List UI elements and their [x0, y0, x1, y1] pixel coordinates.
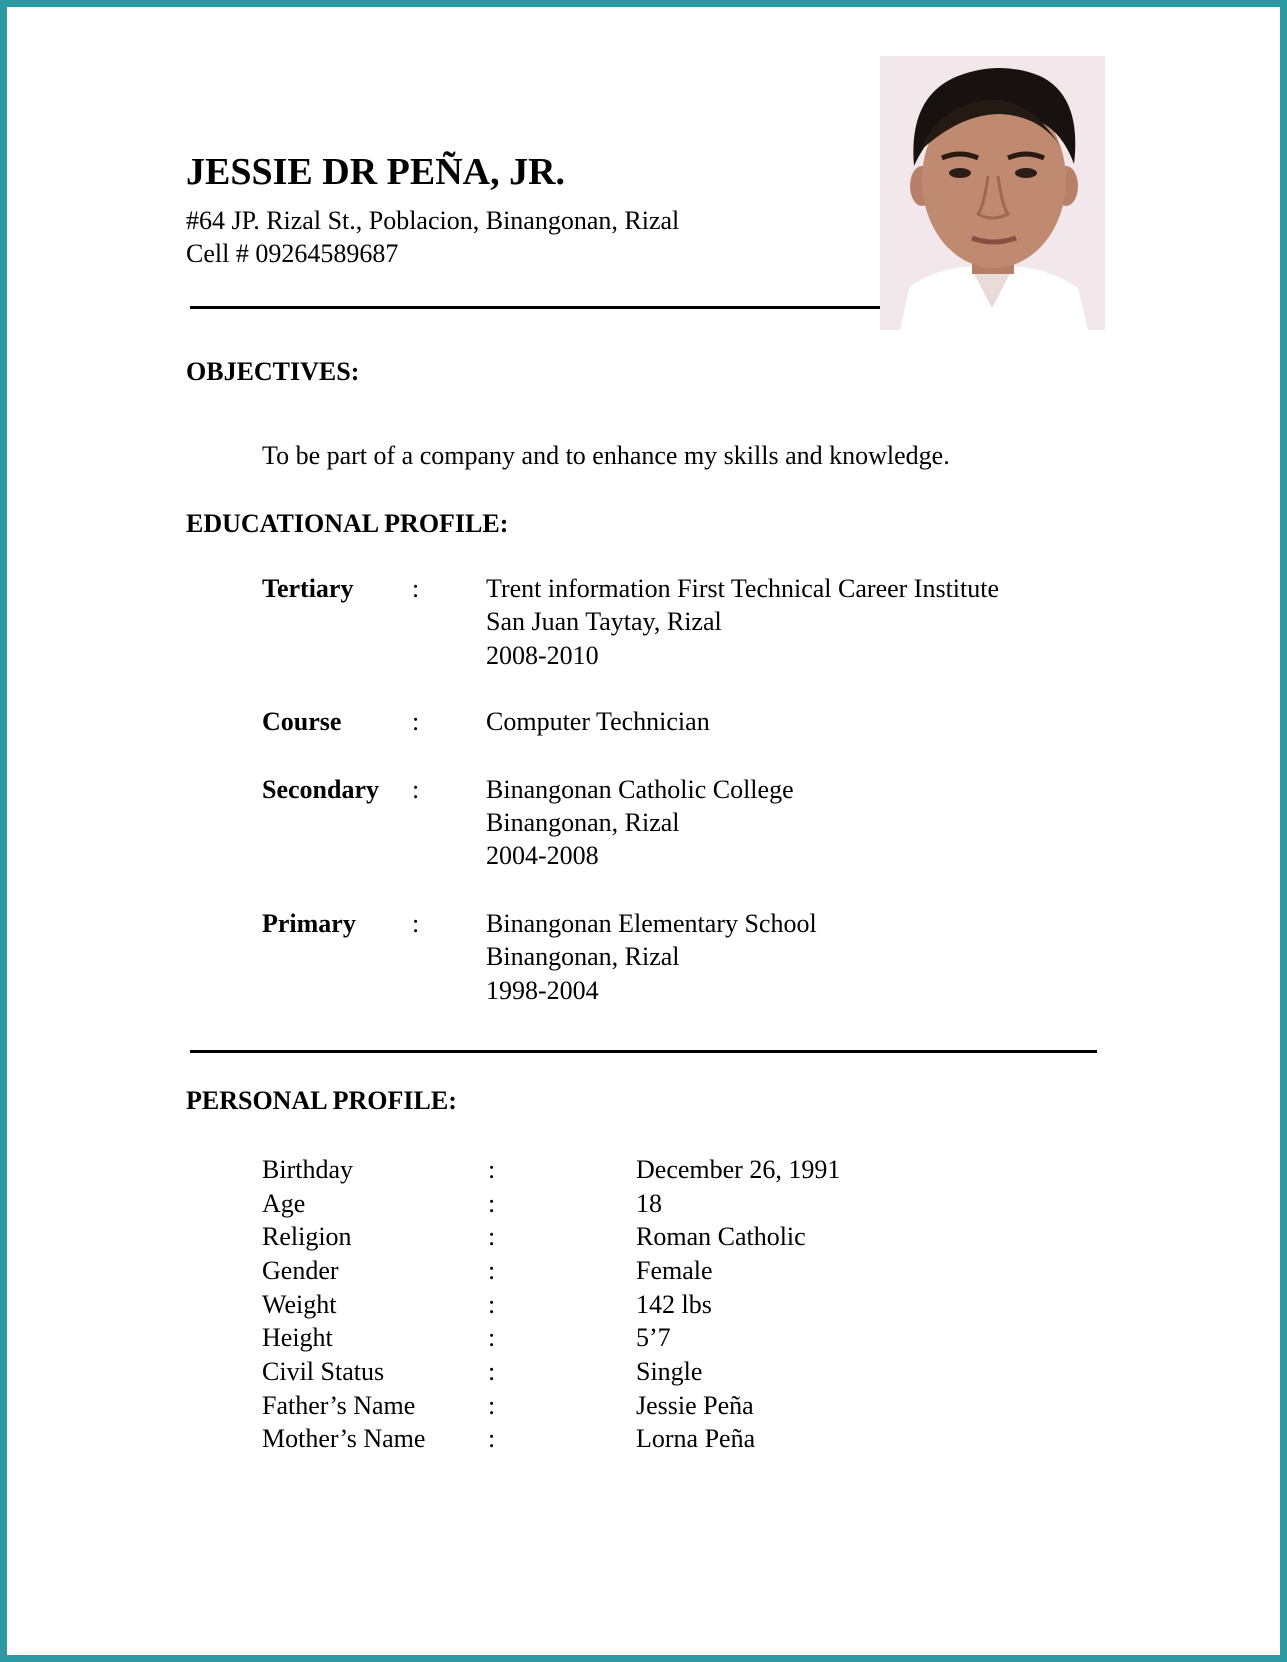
education-label: Secondary [262, 775, 379, 804]
person-portrait-photo-icon [880, 56, 1105, 330]
personal-colon: : [488, 1357, 496, 1386]
header-divider [190, 306, 883, 309]
personal-colon: : [488, 1290, 496, 1319]
personal-value: 5’7 [636, 1323, 671, 1352]
objective-text: To be part of a company and to enhance my skills and knowledge. [262, 441, 950, 470]
education-years: 1998-2004 [486, 976, 599, 1005]
personal-label: Weight [262, 1290, 337, 1319]
education-years: 2008-2010 [486, 641, 599, 670]
education-heading: EDUCATIONAL PROFILE: [186, 509, 509, 538]
section-divider [190, 1050, 1097, 1053]
personal-value: Roman Catholic [636, 1222, 806, 1251]
personal-label: Gender [262, 1256, 339, 1285]
education-label: Course [262, 707, 342, 736]
personal-label: Religion [262, 1222, 352, 1251]
personal-label: Birthday [262, 1155, 353, 1184]
education-school: Binangonan Elementary School [486, 909, 817, 938]
education-location: Binangonan, Rizal [486, 808, 680, 837]
personal-colon: : [488, 1256, 496, 1285]
personal-value: Single [636, 1357, 703, 1386]
address-line: #64 JP. Rizal St., Poblacion, Binangonan, Rizal [186, 206, 680, 235]
education-label: Primary [262, 909, 356, 938]
cell-number-line: Cell # 09264589687 [186, 239, 399, 268]
personal-profile-heading: PERSONAL PROFILE: [186, 1086, 457, 1115]
personal-colon: : [488, 1222, 496, 1251]
personal-colon: : [488, 1323, 496, 1352]
applicant-name: JESSIE DR PEÑA, JR. [186, 151, 566, 193]
personal-value: 142 lbs [636, 1290, 712, 1319]
education-colon: : [412, 775, 420, 804]
personal-colon: : [488, 1391, 496, 1420]
education-course: Computer Technician [486, 707, 710, 736]
education-school: Binangonan Catholic College [486, 775, 794, 804]
personal-colon: : [488, 1189, 496, 1218]
education-colon: : [412, 574, 420, 603]
personal-label: Father’s Name [262, 1391, 416, 1420]
personal-value: Lorna Peña [636, 1424, 756, 1453]
personal-value: December 26, 1991 [636, 1155, 841, 1184]
education-colon: : [412, 707, 420, 736]
personal-colon: : [488, 1424, 496, 1453]
personal-label: Civil Status [262, 1357, 385, 1386]
objectives-heading: OBJECTIVES: [186, 357, 360, 386]
personal-label: Height [262, 1323, 333, 1352]
personal-value: Female [636, 1256, 713, 1285]
education-label: Tertiary [262, 574, 354, 603]
personal-value: 18 [636, 1189, 662, 1218]
personal-colon: : [488, 1155, 496, 1184]
personal-label: Mother’s Name [262, 1424, 426, 1453]
personal-label: Age [262, 1189, 306, 1218]
personal-value: Jessie Peña [636, 1391, 754, 1420]
education-location: Binangonan, Rizal [486, 942, 680, 971]
education-location: San Juan Taytay, Rizal [486, 607, 722, 636]
education-school: Trent information First Technical Career Institute [486, 574, 1000, 603]
education-years: 2004-2008 [486, 841, 599, 870]
education-colon: : [412, 909, 420, 938]
